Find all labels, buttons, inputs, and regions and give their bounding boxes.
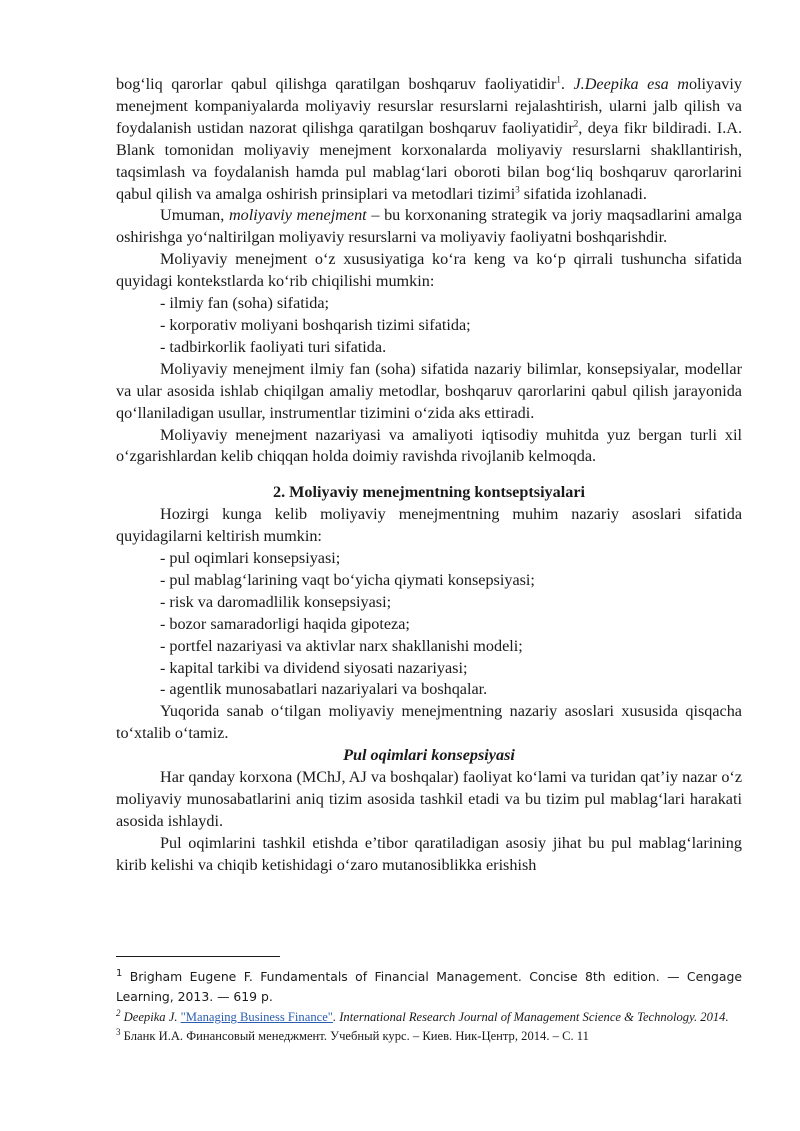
subsection-heading: Pul oqimlari konsepsiyasi bbox=[343, 746, 515, 765]
footnote-3 bbox=[116, 1028, 742, 1045]
footnote-ref-2[interactable]: 2 bbox=[573, 118, 579, 129]
paragraph-definitions bbox=[116, 74, 742, 205]
text-run: sifatida izohlanadi. bbox=[519, 184, 647, 203]
paragraph-enterprise: Har qanday korxona (MChJ, AJ va boshqalar) faoliyat ko‘lami va turidan qat’iy nazar o‘z moliyaviy munosabatlarini aniq tizim asosida tashkil etadi va bu tizim pul mablag‘lari harakati asosida ishlaydi. bbox=[116, 768, 742, 830]
text-run: oliyaviy menejment kompaniyalarda moliyaviy resurslar resurslarni rejalashtirish, ularni jalb qilish va foydalanish ustidan nazorat qilishga qaratilgan boshqaruv faoliyatidir bbox=[116, 75, 742, 137]
text-run-italic: J.Deepika esa m bbox=[573, 75, 689, 93]
paragraph-summary bbox=[116, 205, 742, 249]
footnote-1 bbox=[116, 967, 742, 1007]
list-item: - pul mablag‘larining vaqt bo‘yicha qiymati konsepsiyasi; bbox=[160, 570, 535, 589]
footnote-link[interactable]: "Managing Business Finance" bbox=[180, 1010, 333, 1024]
body-text bbox=[116, 74, 742, 877]
paragraph-overview: Yuqorida sanab o‘tilgan moliyaviy menejmentning nazariy asoslari xususida qisqacha to‘xtalib o‘tamiz. bbox=[116, 702, 742, 743]
footnotes bbox=[116, 956, 742, 1044]
list-item: - pul oqimlari konsepsiyasi; bbox=[160, 549, 341, 568]
list-item: - bozor samaradorligi haqida gipoteza; bbox=[160, 614, 410, 633]
text-run: , deya fikr bildiradi. I.A. Blank tomonidan moliyaviy menejment korxonalarda moliyaviy resurslarni shakllantirish, taqsimlash va foydalanish hamda pul mablag‘lari oboroti bilan bog‘liq boshqaruv qarorlarini qabul qilish va amalga oshirish prinsiplari va metodlari tizimi bbox=[116, 118, 743, 203]
paragraph-contexts: Moliyaviy menejment o‘z xususiyatiga ko‘ra keng va ko‘p qirrali tushuncha sifatida quyidagi kontekstlarda ko‘rib chiqilishi mumkin: bbox=[116, 250, 742, 291]
footnote-text: . International Research Journal of Management Science & Technology. 2014. bbox=[332, 1010, 729, 1024]
list-item: - ilmiy fan (soha) sifatida; bbox=[160, 294, 330, 313]
term-italic: moliyaviy menejment bbox=[228, 206, 367, 225]
list-item: - tadbirkorlik faoliyati turi sifatida. bbox=[160, 337, 387, 356]
paragraph-cashflow: Pul oqimlarini tashkil etishda e’tibor qaratiladigan asosiy jihat bu pul mablag‘larining kirib kelishi va chiqib ketishidagi o‘zaro mutanosiblikka erishish bbox=[116, 833, 742, 874]
footnote-text: Бланк И.А. Финансовый менеджмент. Учебный курс. – Киев. Ник-Центр, 2014. – С. 11 bbox=[120, 1028, 589, 1043]
footnote-text: Deepika J. bbox=[120, 1010, 181, 1024]
paragraph-science: Moliyaviy menejment ilmiy fan (soha) sifatida nazariy bilimlar, konsepsiyalar, modellar va ular asosida ishlab chiqilgan amaliy metodlar, boshqaruv qarorlarini qabul qilish jarayonida qo‘llaniladigan usullar, instrumentlar tizimini o‘zida aks ettiradi. bbox=[116, 359, 742, 422]
list-item: - risk va daromadlilik konsepsiyasi; bbox=[160, 592, 392, 611]
footnote-mark: 1 bbox=[116, 967, 123, 979]
list-item: - korporativ moliyani boshqarish tizimi sifatida; bbox=[160, 315, 471, 334]
footnote-mark: 2 bbox=[116, 1007, 121, 1018]
footnote-2 bbox=[116, 1009, 742, 1026]
footnote-ref-1[interactable]: 1 bbox=[556, 74, 561, 85]
section-heading: 2. Moliyaviy menejmentning kontseptsiyalari bbox=[272, 483, 586, 502]
paragraph-theory: Moliyaviy menejment nazariyasi va amaliyoti iqtisodiy muhitda yuz bergan turli xil o‘zgarishlardan kelib chiqqan holda doimiy ravishda rivojlanib kelmoqda. bbox=[116, 425, 742, 466]
paragraph-foundations: Hozirgi kunga kelib moliyaviy menejmentning muhim nazariy asoslari sifatida quyidagilarni keltirish mumkin: bbox=[116, 505, 742, 546]
text-run: . bbox=[560, 75, 574, 93]
text-run: bog‘liq qarorlar qabul qilishga qaratilgan boshqaruv faoliyatidir bbox=[116, 75, 557, 93]
list-item: - agentlik munosabatlari nazariyalari va boshqalar. bbox=[160, 680, 488, 699]
footnote-ref-3[interactable]: 3 bbox=[515, 184, 520, 195]
list-item: - portfel nazariyasi va aktivlar narx shakllanishi modeli; bbox=[160, 636, 523, 655]
footnote-mark: 3 bbox=[116, 1026, 121, 1037]
footnote-separator bbox=[116, 956, 280, 957]
list-item: - kapital tarkibi va dividend siyosati nazariyasi; bbox=[160, 658, 468, 677]
text-run: – bu korxonaning strategik va joriy maqsadlarini amalga oshirishga yo‘naltirilgan moliyaviy resurslarni va moliyaviy faoliyatni boshqarishdir. bbox=[116, 206, 742, 247]
footnote-text: Brigham Eugene F. Fundamentals of Financial Management. Concise 8th edition. — Cengage Learning, 2013. — 619 p. bbox=[116, 969, 742, 1004]
text-run: Umuman, bbox=[160, 206, 229, 225]
